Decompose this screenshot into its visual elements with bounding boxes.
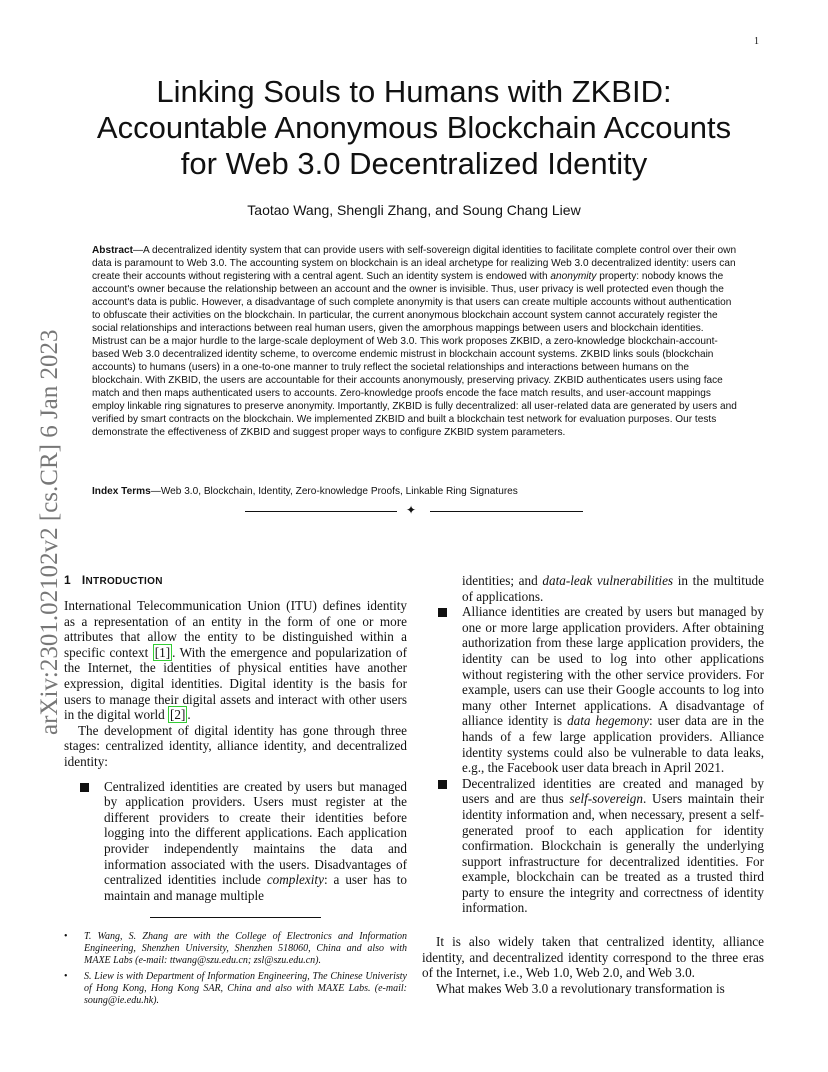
list-item-text: Centralized identities are created by users but managed by application providers. Users must register at the different providers to create their identities before logging into the different applications. Each application provider independently maintains the data and information associated with the users. Disadvantages of centralized identities include: [104, 778, 407, 888]
paragraph-text: International Telecommunication Union (ITU) defines identity as a representation of an entity in the form of one or more attributes that allow the entity to be distinguished within a specific context: [64, 598, 407, 660]
list-item: [422, 604, 764, 776]
paragraph: [64, 598, 407, 723]
list-item-emphasis: self-sovereign: [569, 791, 643, 807]
abstract-text: —A decentralized identity system that can provide users with self-sovereign digital identities to facilitate complete control over their own data is paramount to Web 3.0. The accounting system on blockchain is an ideal archetype for realizing Web 3.0 decentralized identity: users can create their accounts without registering with a central agent. Such an identity system is endowed with: [92, 245, 737, 282]
title-line: Accountable Anonymous Blockchain Accounts: [96, 110, 732, 145]
paragraph: What makes Web 3.0 a revolutionary transformation is: [436, 980, 725, 996]
footnote-text: T. Wang, S. Zhang are with the College of Electronics and Information Engineering, Shenzhen University, Shenzhen 518060, China and also with MAXE Labs (e-mail: ttwang@szu.edu.cn; zsl@szu.edu.cn).: [84, 931, 407, 966]
bullet-square-icon: [438, 608, 447, 617]
footnote-bullet-icon: •: [64, 971, 68, 982]
list-item-text: : user data are in the hands of a few large application providers. Alliance identity systems could also be vulnerable to data leaks, e.g., the Facebook user data breach in April 2021.: [462, 713, 764, 776]
footnote-rule: [150, 917, 321, 918]
abstract-emphasis: anonymity: [550, 271, 597, 282]
footnotes: [64, 931, 407, 1011]
arxiv-identifier: arXiv:2301.02102v2 [cs.CR] 6 Jan 2023: [36, 329, 63, 735]
footnote: [64, 971, 407, 1007]
paragraph-text: . With the emergence and popularization of the Internet, the identities of physical entities have another expression, digital identities. Digital identity is the basis for users to manage their digital assets and interact with other users in the digital world: [64, 644, 407, 723]
list-item-text: in the multitude of applications.: [462, 573, 764, 604]
citation-link[interactable]: [2]: [170, 707, 186, 723]
list-item: [64, 779, 407, 904]
abstract: [92, 244, 738, 439]
paragraph: It is also widely taken that centralized identity, alliance identity, and decentralized identity correspond to the three eras of the Internet, i.e., Web 1.0, Web 2.0, and Web 3.0.: [422, 934, 764, 981]
paragraph: The development of digital identity has gone through three stages: centralized identity, alliance identity, and decentralized identity:: [64, 722, 407, 769]
index-terms-label: Index Terms: [92, 486, 151, 497]
list-item-text: Alliance identities are created by users but managed by one or more large application providers. After obtaining authorization from these large application providers, the identity can be used to log into other applications without registering with the other service providers. For example, users can use their Google accounts to log into many other Internet applications. A disadvantage of alliance identity is: [462, 604, 764, 729]
paragraph-text: .: [187, 707, 191, 723]
bullet-square-icon: [438, 780, 447, 789]
list-item-emphasis: data-leak vulnerabilities: [542, 573, 674, 588]
list-item-text: Decentralized identities are created and managed by users and are thus: [462, 775, 764, 807]
author-list: Taotao Wang, Shengli Zhang, and Soung Chang Liew: [247, 202, 581, 218]
footnote-bullet-icon: •: [64, 931, 68, 942]
left-column: [64, 598, 407, 903]
bullet-square-icon: [80, 783, 89, 792]
list-item-emphasis: complexity: [266, 872, 324, 888]
index-terms: [92, 485, 738, 498]
footnote-text: S. Liew is with Department of Information Engineering, The Chinese Univeristy of Hong Kong, Hong Kong SAR, China and also with MAXE Labs. (e-mail: soung@ie.edu.hk).: [84, 971, 407, 1006]
list-item-text: . Users maintain their identity information and, when necessary, present a self-generated proof to each application for identity confirmation. Blockchain is generally the underlying support infrastructure for decentralized identities. For example, blockchain can be treated as a trusted third party to ensure the integrity and correctness of identity information.: [462, 791, 764, 916]
list-item-emphasis: data hegemony: [567, 713, 649, 729]
divider-rule-left: [245, 511, 397, 512]
divider-rule-right: [430, 511, 583, 512]
divider-diamond-icon: ✦: [406, 503, 417, 517]
paper-title: [60, 74, 768, 182]
page-number: 1: [754, 36, 759, 47]
abstract-text-continued: property: nobody knows the account's owner because the relationship between an account and the owner is invisible. Thus, user privacy is well protected even though the account's data is public. However, a disadvantage of such complete anonymity is that users can create multiple accounts without authentication to obfuscate their activities on the blockchain. In particular, the current anonymous blockchain account system cannot accurately register the social relationships and interactions between real human users, given the amorphous mappings between users and blockchain identities. Mistrust can be a major hurdle to the large-scale deployment of Web 3.0. This work proposes ZKBID, a zero-knowledge blockchain-account-based Web 3.0 decentralized identity scheme, to overcome endemic mistrust in blockchain account systems. ZKBID links souls (blockchain accounts) to humans (users) in a one-to-one manner to truly reflect the societal relationships and interactions between humans on the blockchain. With ZKBID, the users are accountable for their accounts anonymously, preserving privacy. ZKBID authenticates users using face match and then maps authenticated users to accounts. Zero-knowledge proofs encode the face match results, and user-account mappings employ linkable ring signatures to preserve anonymity. Importantly, ZKBID is fully decentralized: all user-related data are generated by users and verified by smart contracts on the blockchain. We implemented ZKBID and built a blockchain test network for evaluation purposes. Our tests demonstrate the effectiveness of ZKBID and suggest proper ways to configure ZKBID system parameters.: [92, 271, 737, 438]
section-title-first: I: [81, 573, 86, 587]
citation-link[interactable]: [1]: [154, 644, 171, 660]
section-number: 1: [64, 573, 71, 587]
list-item-text: identities; and: [462, 573, 543, 588]
footnote: [64, 931, 407, 967]
section-heading: [64, 573, 163, 587]
list-item: [422, 776, 764, 916]
section-title-rest: NTRODUCTION: [85, 576, 163, 587]
index-terms-text: —Web 3.0, Blockchain, Identity, Zero-knowledge Proofs, Linkable Ring Signatures: [150, 486, 518, 497]
list-item-continuation: [422, 573, 764, 604]
abstract-label: Abstract: [92, 245, 133, 256]
title-line: Linking Souls to Humans with ZKBID:: [156, 74, 672, 109]
list-item-text: : a user has to maintain and manage multiple: [104, 872, 408, 903]
right-column: [422, 573, 764, 996]
title-line: for Web 3.0 Decentralized Identity: [180, 146, 648, 181]
